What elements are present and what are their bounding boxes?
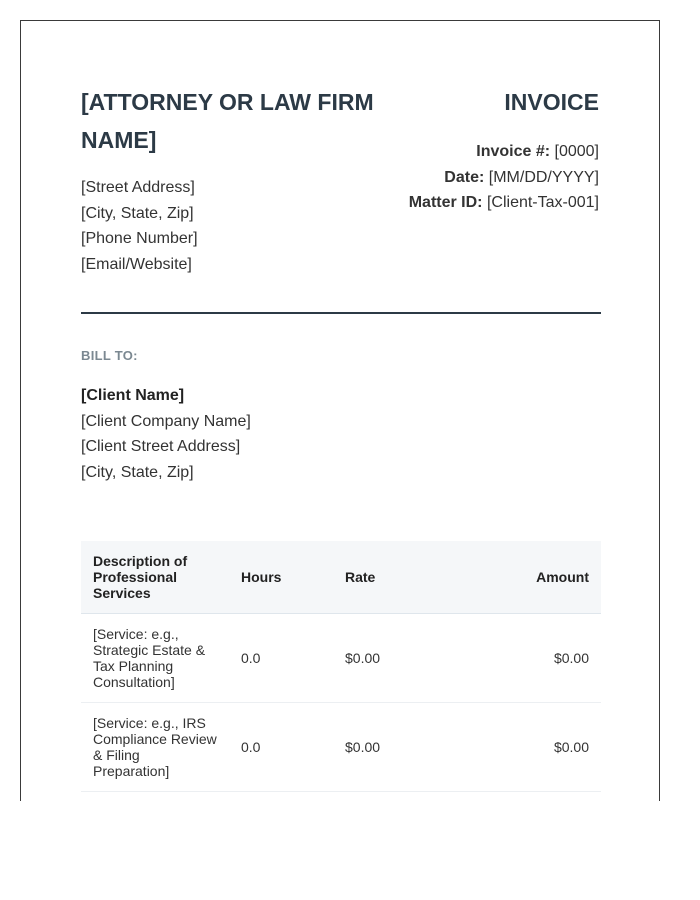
row-hours: 0.0 bbox=[229, 703, 333, 792]
row-description: [Service: e.g., Strategic Estate & Tax Planning Consultation] bbox=[81, 614, 229, 703]
firm-city-state-zip: [City, State, Zip] bbox=[81, 204, 194, 222]
firm-name: [ATTORNEY OR LAW FIRM NAME] bbox=[81, 89, 374, 153]
firm-contact-block bbox=[81, 175, 198, 278]
row-amount: $0.00 bbox=[457, 703, 601, 792]
invoice-number-row bbox=[399, 139, 599, 165]
client-name: [Client Name] bbox=[81, 387, 185, 404]
invoice-page bbox=[20, 20, 660, 801]
invoice-date-value: [MM/DD/YYYY] bbox=[488, 168, 599, 186]
row-description: [Service: e.g., IRS Compliance Review & Filing Preparation] bbox=[81, 703, 229, 792]
table-header-row bbox=[81, 541, 601, 614]
invoice-meta bbox=[399, 139, 599, 216]
header-amount: Amount bbox=[457, 541, 601, 614]
header-hours: Hours bbox=[229, 541, 333, 614]
firm-street-address: [Street Address] bbox=[81, 179, 195, 196]
table-row bbox=[81, 703, 601, 792]
firm-email-website: [Email/Website] bbox=[81, 256, 192, 274]
client-city-state-zip: [City, State, Zip] bbox=[81, 463, 194, 481]
row-amount: $0.00 bbox=[457, 614, 601, 703]
firm-phone: [Phone Number] bbox=[81, 230, 198, 248]
matter-id-value: [Client-Tax-001] bbox=[486, 194, 599, 211]
invoice-title: INVOICE bbox=[504, 89, 599, 115]
bill-to-label: BILL TO: bbox=[81, 348, 138, 363]
matter-id-label: Matter ID: bbox=[408, 194, 483, 211]
row-rate: $0.00 bbox=[333, 614, 457, 703]
matter-id-row bbox=[399, 190, 599, 216]
table-row bbox=[81, 614, 601, 703]
header-description: Description of Professional Services bbox=[81, 541, 229, 614]
row-rate: $0.00 bbox=[333, 703, 457, 792]
client-company: [Client Company Name] bbox=[81, 412, 251, 430]
client-street: [Client Street Address] bbox=[81, 438, 241, 455]
invoice-number-label: Invoice #: bbox=[476, 143, 551, 160]
header-divider bbox=[81, 312, 601, 314]
invoice-date-label: Date: bbox=[444, 168, 485, 186]
services-table bbox=[81, 541, 601, 792]
header-rate: Rate bbox=[333, 541, 457, 614]
invoice-date-row bbox=[399, 165, 599, 191]
invoice-number-value: [0000] bbox=[554, 143, 599, 160]
client-block bbox=[81, 383, 251, 485]
row-hours: 0.0 bbox=[229, 614, 333, 703]
